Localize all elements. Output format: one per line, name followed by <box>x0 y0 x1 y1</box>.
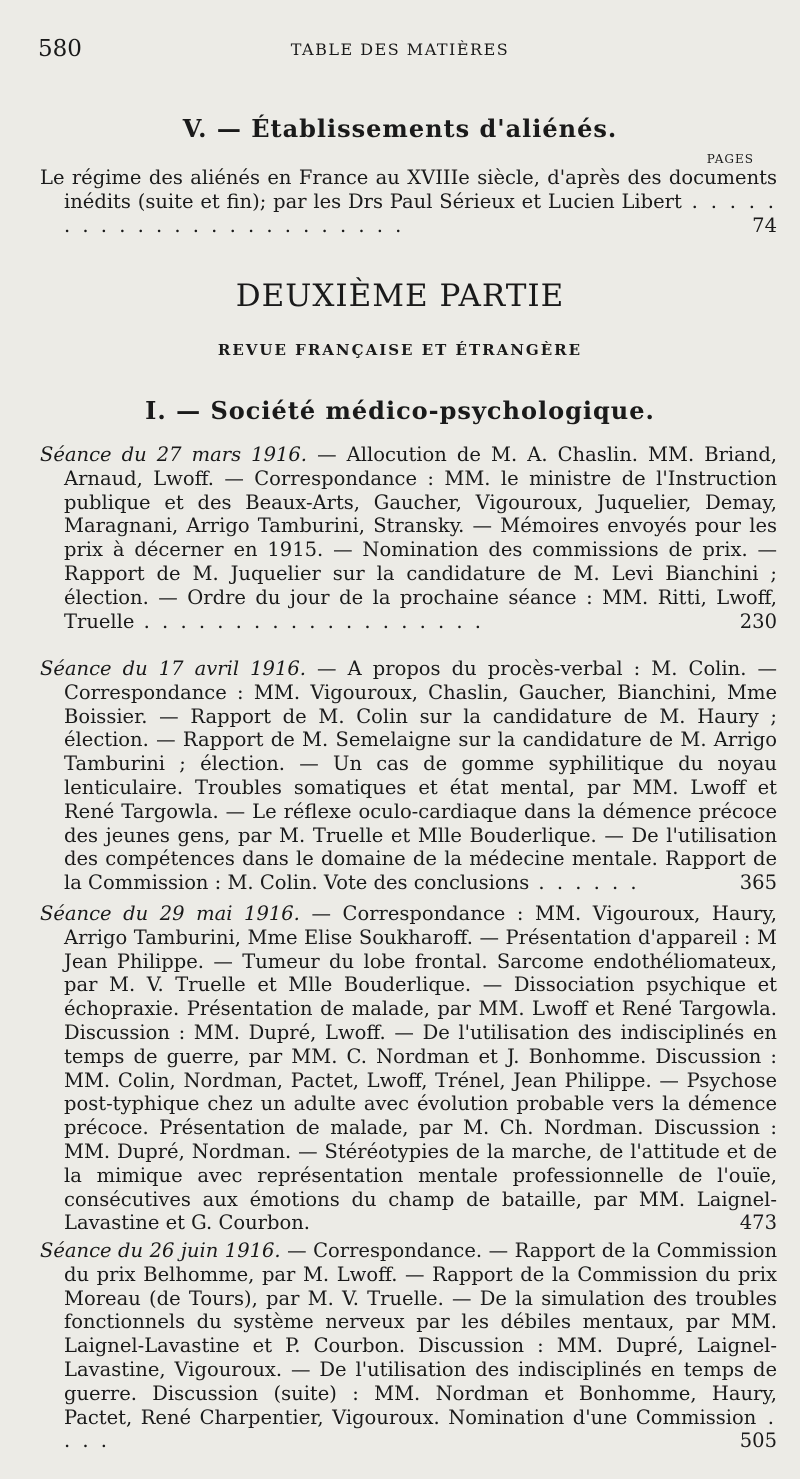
part-subtitle: REVUE FRANÇAISE ET ÉTRANGÈRE <box>217 341 583 359</box>
seance-label: Séance du 26 juin 1916. <box>40 1239 281 1262</box>
toc-entry-seance-29-mai: Séance du 29 mai 1916. — Correspondance : MM. Vigouroux, Haury, Arrigo Tamburini, Mme Elise Soukharoff. — Présentation d'appareil : M Jean Philippe. — Tumeur du lobe frontal. Sarcome endothéliomateux, par M. V. Truelle et Mlle Bouderlique. — Dissociation psychique et échopraxie. Présentation de malade, par MM. Lwoff et René Targowla. Discussion : MM. Dupré, Lwoff. — De l'utilisation des indisciplinés en temps de guerre, par MM. C. Nordman et J. Bonhomme. Discussion : MM. Colin, Nordman, Pactet, Lwoff, Trénel, Jean Philippe. — Psychose post-typhique chez un adulte avec évolution probable vers la démence précoce. Présentation de malade, par M. Ch. Nordman. Discussion : MM. Dupré, Nordman. — Stéréotypies de la marche, de l'attitude et de la mimique avec représentation mentale professionnelle de l'ouïe, consécutives aux émotions du champ de bataille, par MM. Laignel-Lavastine et G. Courbon. 473 <box>40 902 777 1235</box>
entry-page-number: 505 <box>739 1429 777 1453</box>
entry-text: Correspondance. — Rapport de la Commission du prix Belhomme, par M. Lwoff. — Rapport de la Commission du prix Moreau (de Tours), par M. V. Truelle. — De la simulation des troubles fonctionnels du système nerveux par les débiles mentaux, par MM. Laignel-Lavastine et P. Courbon. Discussion : MM. Dupré, Laignel-Lavastine, Vigouroux. — De l'utilisation des indisciplinés en temps de guerre. Discussion (suite) : MM. Nordman et Bonhomme, Haury, Pactet, René Charpentier, Vigouroux. Nomination d'une Commission <box>64 1239 777 1429</box>
entry-text: A propos du procès-verbal : M. Colin. — Correspondance : MM. Vigouroux, Chaslin, Gaucher, Bianchini, Mme Boissier. — Rapport de M. Colin sur la candidature de M. Haury ; élection. — Rapport de M. Semelaigne sur la candidature de M. Arrigo Tamburini ; élection. — Un cas de gomme syphilitique du noyau lenticulaire. Troubles somatiques et état mental, par MM. Lwoff et René Targowla. — Le réflexe oculo-cardiaque dans la démence précoce des jeunes gens, par M. Truelle et Mlle Bouderlique. — De l'utilisation des compétences dans le domaine de la médecine mentale. Rapport de la Commission : M. Colin. Vote des conclusions <box>64 657 777 895</box>
seance-label: Séance du 17 avril 1916. <box>40 657 306 680</box>
running-head <box>0 30 800 70</box>
toc-entry-seance-27-mars: Séance du 27 mars 1916. — Allocution de M. A. Chaslin. MM. Briand, Arnaud, Lwoff. — Correspondance : MM. le ministre de l'Instruction publique et des Beaux-Arts, Gaucher, Vigouroux, Juquelier, Demay, Maragnani, Arrigo Tamburini, Stransky. — Mémoires envoyés pour les prix à décerner en 1915. — Nomination des commissions de prix. — Rapport de M. Juquelier sur la candidature de M. Levi Bianchini ; élection. — Ordre du jour de la prochaine séance : MM. Ritti, Lwoff, Truelle . . . . . . . . . . . . . . . . . . . 230 <box>40 443 777 633</box>
seance-label: Séance du 27 mars 1916. <box>40 443 307 466</box>
section-heading-i: I. — Société médico-psychologique. <box>145 396 655 425</box>
entry-text: Le régime des aliénés en France au XVIIIe siècle, d'après des documents inédits (suite et fin); par les Drs Paul Sérieux et Lucien Libert <box>40 166 777 213</box>
entry-page-number: 230 <box>739 609 777 633</box>
toc-entry-seance-26-juin: Séance du 26 juin 1916. — Correspondance. — Rapport de la Commission du prix Belhomme, par M. Lwoff. — Rapport de la Commission du prix Moreau (de Tours), par M. V. Truelle. — De la simulation des troubles fonctionnels du système nerveux par les débiles mentaux, par MM. Laignel-Lavastine et P. Courbon. Discussion : MM. Dupré, Laignel-Lavastine, Vigouroux. — De l'utilisation des indisciplinés en temps de guerre. Discussion (suite) : MM. Nordman et Bonhomme, Haury, Pactet, René Charpentier, Vigouroux. Nomination d'une Commission . . . . 505 <box>40 1239 777 1453</box>
entry-page-number: 365 <box>739 871 777 895</box>
entry-page-number: 74 <box>752 213 777 237</box>
entry-page-number: 473 <box>739 1211 777 1235</box>
toc-entry-seance-17-avril: Séance du 17 avril 1916. — A propos du procès-verbal : M. Colin. — Correspondance : MM. Vigouroux, Chaslin, Gaucher, Bianchini, Mme Boissier. — Rapport de M. Colin sur la candidature de M. Haury ; élection. — Rapport de M. Semelaigne sur la candidature de M. Arrigo Tamburini ; élection. — Un cas de gomme syphilitique du noyau lenticulaire. Troubles somatiques et état mental, par MM. Lwoff et René Targowla. — Le réflexe oculo-cardiaque dans la démence précoce des jeunes gens, par M. Truelle et Mlle Bouderlique. — De l'utilisation des compétences dans le domaine de la médecine mentale. Rapport de la Commission : M. Colin. Vote des conclusions . . . . . . 365 <box>40 657 777 895</box>
entry-text: Correspondance : MM. Vigouroux, Haury, Arrigo Tamburini, Mme Elise Soukharoff. — Présentation d'appareil : M Jean Philippe. — Tumeur du lobe frontal. Sarcome endothéliomateux, par M. V. Truelle et Mlle Bouderlique. — Dissociation psychique et échopraxie. Présentation de malade, par MM. Lwoff et René Targowla. Discussion : MM. Dupré, Lwoff. — De l'utilisation des indisciplinés en temps de guerre, par MM. C. Nordman et J. Bonhomme. Discussion : MM. Colin, Nordman, Pactet, Lwoff, Trénel, Jean Philippe. — Psychose post-typhique chez un adulte avec évolution probable vers la démence précoce. Présentation de malade, par M. Ch. Nordman. Discussion : MM. Dupré, Nordman. — Stéréotypies de la marche, de l'attitude et de la mimique avec représentation mentale professionnelle de l'ouïe, consécutives aux émotions du champ de bataille, par MM. Laignel-Lavastine et G. Courbon. <box>64 902 777 1235</box>
seance-label: Séance du 29 mai 1916. <box>40 902 300 925</box>
part-title: DEUXIÈME PARTIE <box>235 278 565 314</box>
toc-entry-regime-alienes: Le régime des aliénés en France au XVIIIe siècle, d'après des documents inédits (suite et fin); par les Drs Paul Sérieux et Lucien Libert . . . . . . . . . . . . . . . . . . . . . . . . 74 <box>40 166 777 237</box>
running-title: TABLE DES MATIÈRES <box>290 40 510 59</box>
page-number: 580 <box>38 36 82 62</box>
pages-column-label: PAGES <box>706 152 754 166</box>
section-heading-v: V. — Établissements d'aliénés. <box>182 114 618 143</box>
entry-text: Allocution de M. A. Chaslin. MM. Briand, Arnaud, Lwoff. — Correspondance : MM. le ministre de l'Instruction publique et des Beaux-Arts, Gaucher, Vigouroux, Juquelier, Demay, Maragnani, Arrigo Tamburini, Stransky. — Mémoires envoyés pour les prix à décerner en 1915. — Nomination des commissions de prix. — Rapport de M. Juquelier sur la candidature de M. Levi Bianchini ; élection. — Ordre du jour de la prochaine séance : MM. Ritti, Lwoff, Truelle <box>64 443 777 633</box>
